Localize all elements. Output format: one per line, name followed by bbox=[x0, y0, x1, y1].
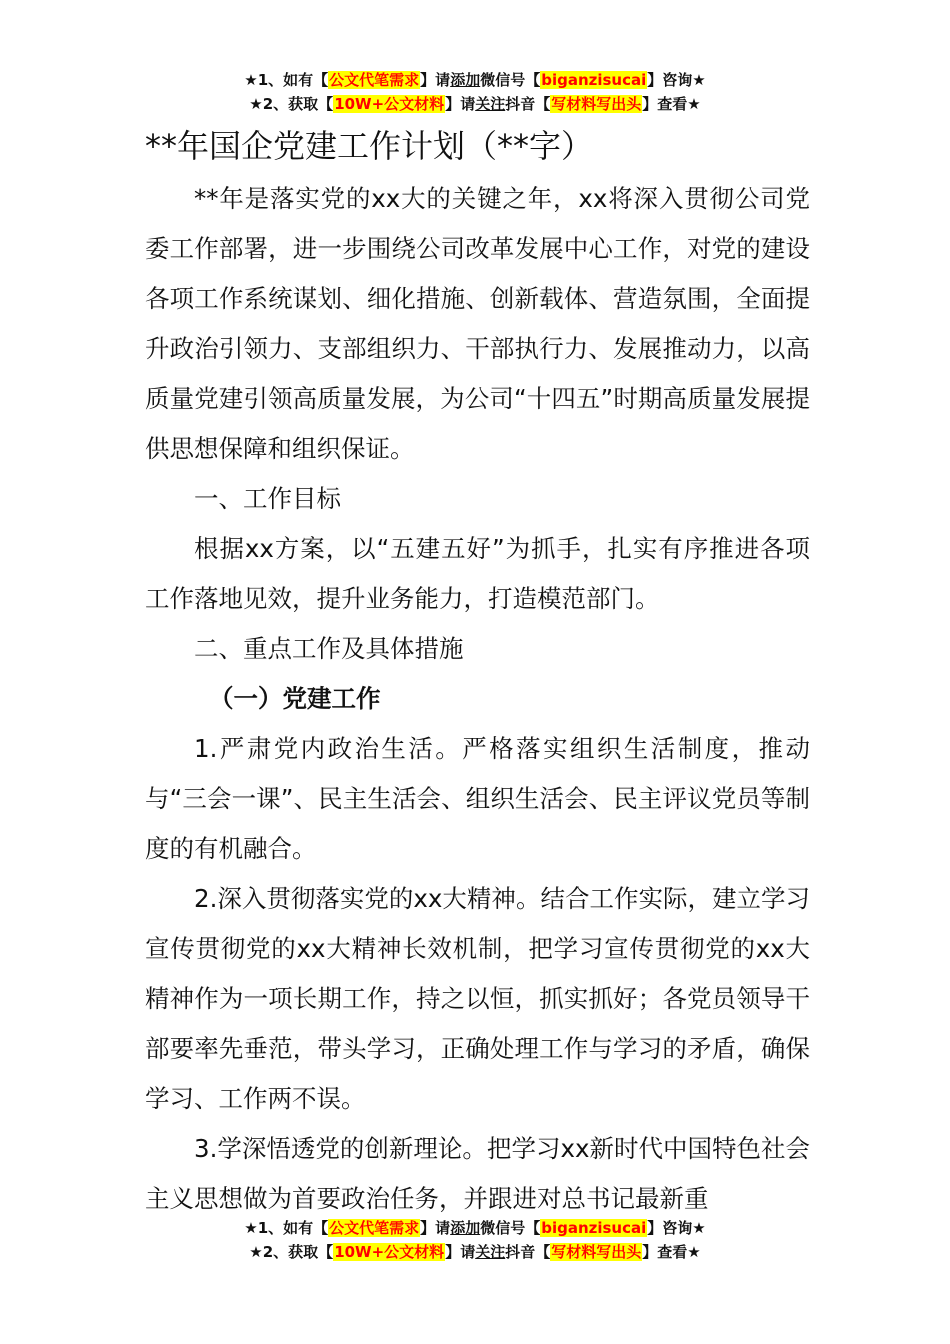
underlined-text: 添加 bbox=[450, 1219, 481, 1237]
section-heading-goals: 一、工作目标 bbox=[194, 484, 341, 513]
document-body bbox=[145, 120, 810, 1224]
douyin-account: 写材料写出头 bbox=[551, 95, 642, 113]
banner-text: 】咨询★ bbox=[647, 1219, 706, 1237]
intro-paragraph: **年是落实党的xx大的关键之年，xx将深入贯彻公司党委工作部署，进一步围绕公司改革发展中心工作，对党的建设各项工作系统谋划、细化措施、创新载体、营造氛围，全面提升政治引领力、支部组织力、干部执行力、发展推动力，以高质量党建引领高质量发展，为公司“十四五”时期高质量发展提供思想保障和组织保证。 bbox=[145, 184, 810, 463]
banner-line-1 bbox=[0, 68, 950, 92]
douyin-account: 写材料写出头 bbox=[551, 1243, 642, 1261]
footer-banner bbox=[0, 1216, 950, 1264]
banner-text: ★1、如有【 bbox=[244, 1219, 329, 1237]
highlight-text: 公文代笔需求 bbox=[329, 1219, 420, 1237]
wechat-id: biganzisucai bbox=[541, 71, 647, 89]
section-heading-key-work: 二、重点工作及具体措施 bbox=[194, 634, 464, 663]
banner-line-2 bbox=[0, 92, 950, 116]
goals-paragraph: 根据xx方案，以“五建五好”为抓手，扎实有序推进各项工作落地见效，提升业务能力，打造模范部门。 bbox=[145, 534, 810, 613]
banner-text: 】请 bbox=[420, 71, 451, 89]
highlight-text: 10W+公文材料 bbox=[334, 95, 445, 113]
list-item: 3.学深悟透党的创新理论。把学习xx新时代中国特色社会主义思想做为首要政治任务，并跟进对总书记最新重 bbox=[145, 1134, 810, 1213]
banner-text: 】咨询★ bbox=[647, 71, 706, 89]
list-item: 2.深入贯彻落实党的xx大精神。结合工作实际，建立学习宣传贯彻党的xx大精神长效机制，把学习宣传贯彻党的xx大精神作为一项长期工作，持之以恒，抓实抓好；各党员领导干部要率先垂范，带头学习，正确处理工作与学习的矛盾，确保学习、工作两不误。 bbox=[145, 884, 810, 1113]
header-banner bbox=[0, 68, 950, 116]
underlined-text: 添加 bbox=[450, 71, 481, 89]
banner-text: 抖音【 bbox=[505, 95, 551, 113]
banner-text: 】请 bbox=[420, 1219, 451, 1237]
banner-text: 微信号【 bbox=[480, 1219, 541, 1237]
banner-text: 抖音【 bbox=[505, 1243, 551, 1261]
banner-text: 】查看★ bbox=[642, 1243, 701, 1261]
banner-text: 微信号【 bbox=[480, 71, 541, 89]
subsection-heading-party-building: （一）党建工作 bbox=[209, 684, 381, 713]
banner-text: ★1、如有【 bbox=[244, 71, 329, 89]
underlined-text: 关注 bbox=[475, 1243, 506, 1261]
banner-text: ★2、获取【 bbox=[249, 1243, 334, 1261]
highlight-text: 公文代笔需求 bbox=[329, 71, 420, 89]
banner-text: 】请 bbox=[445, 1243, 476, 1261]
banner-text: ★2、获取【 bbox=[249, 95, 334, 113]
banner-text: 】查看★ bbox=[642, 95, 701, 113]
document-title: **年国企党建工作计划（**字） bbox=[145, 127, 594, 165]
underlined-text: 关注 bbox=[475, 95, 506, 113]
list-item: 1.严肃党内政治生活。严格落实组织生活制度，推动与“三会一课”、民主生活会、组织生活会、民主评议党员等制度的有机融合。 bbox=[145, 734, 810, 863]
banner-line-2 bbox=[0, 1240, 950, 1264]
wechat-id: biganzisucai bbox=[541, 1219, 647, 1237]
banner-text: 】请 bbox=[445, 95, 476, 113]
highlight-text: 10W+公文材料 bbox=[334, 1243, 445, 1261]
banner-line-1 bbox=[0, 1216, 950, 1240]
